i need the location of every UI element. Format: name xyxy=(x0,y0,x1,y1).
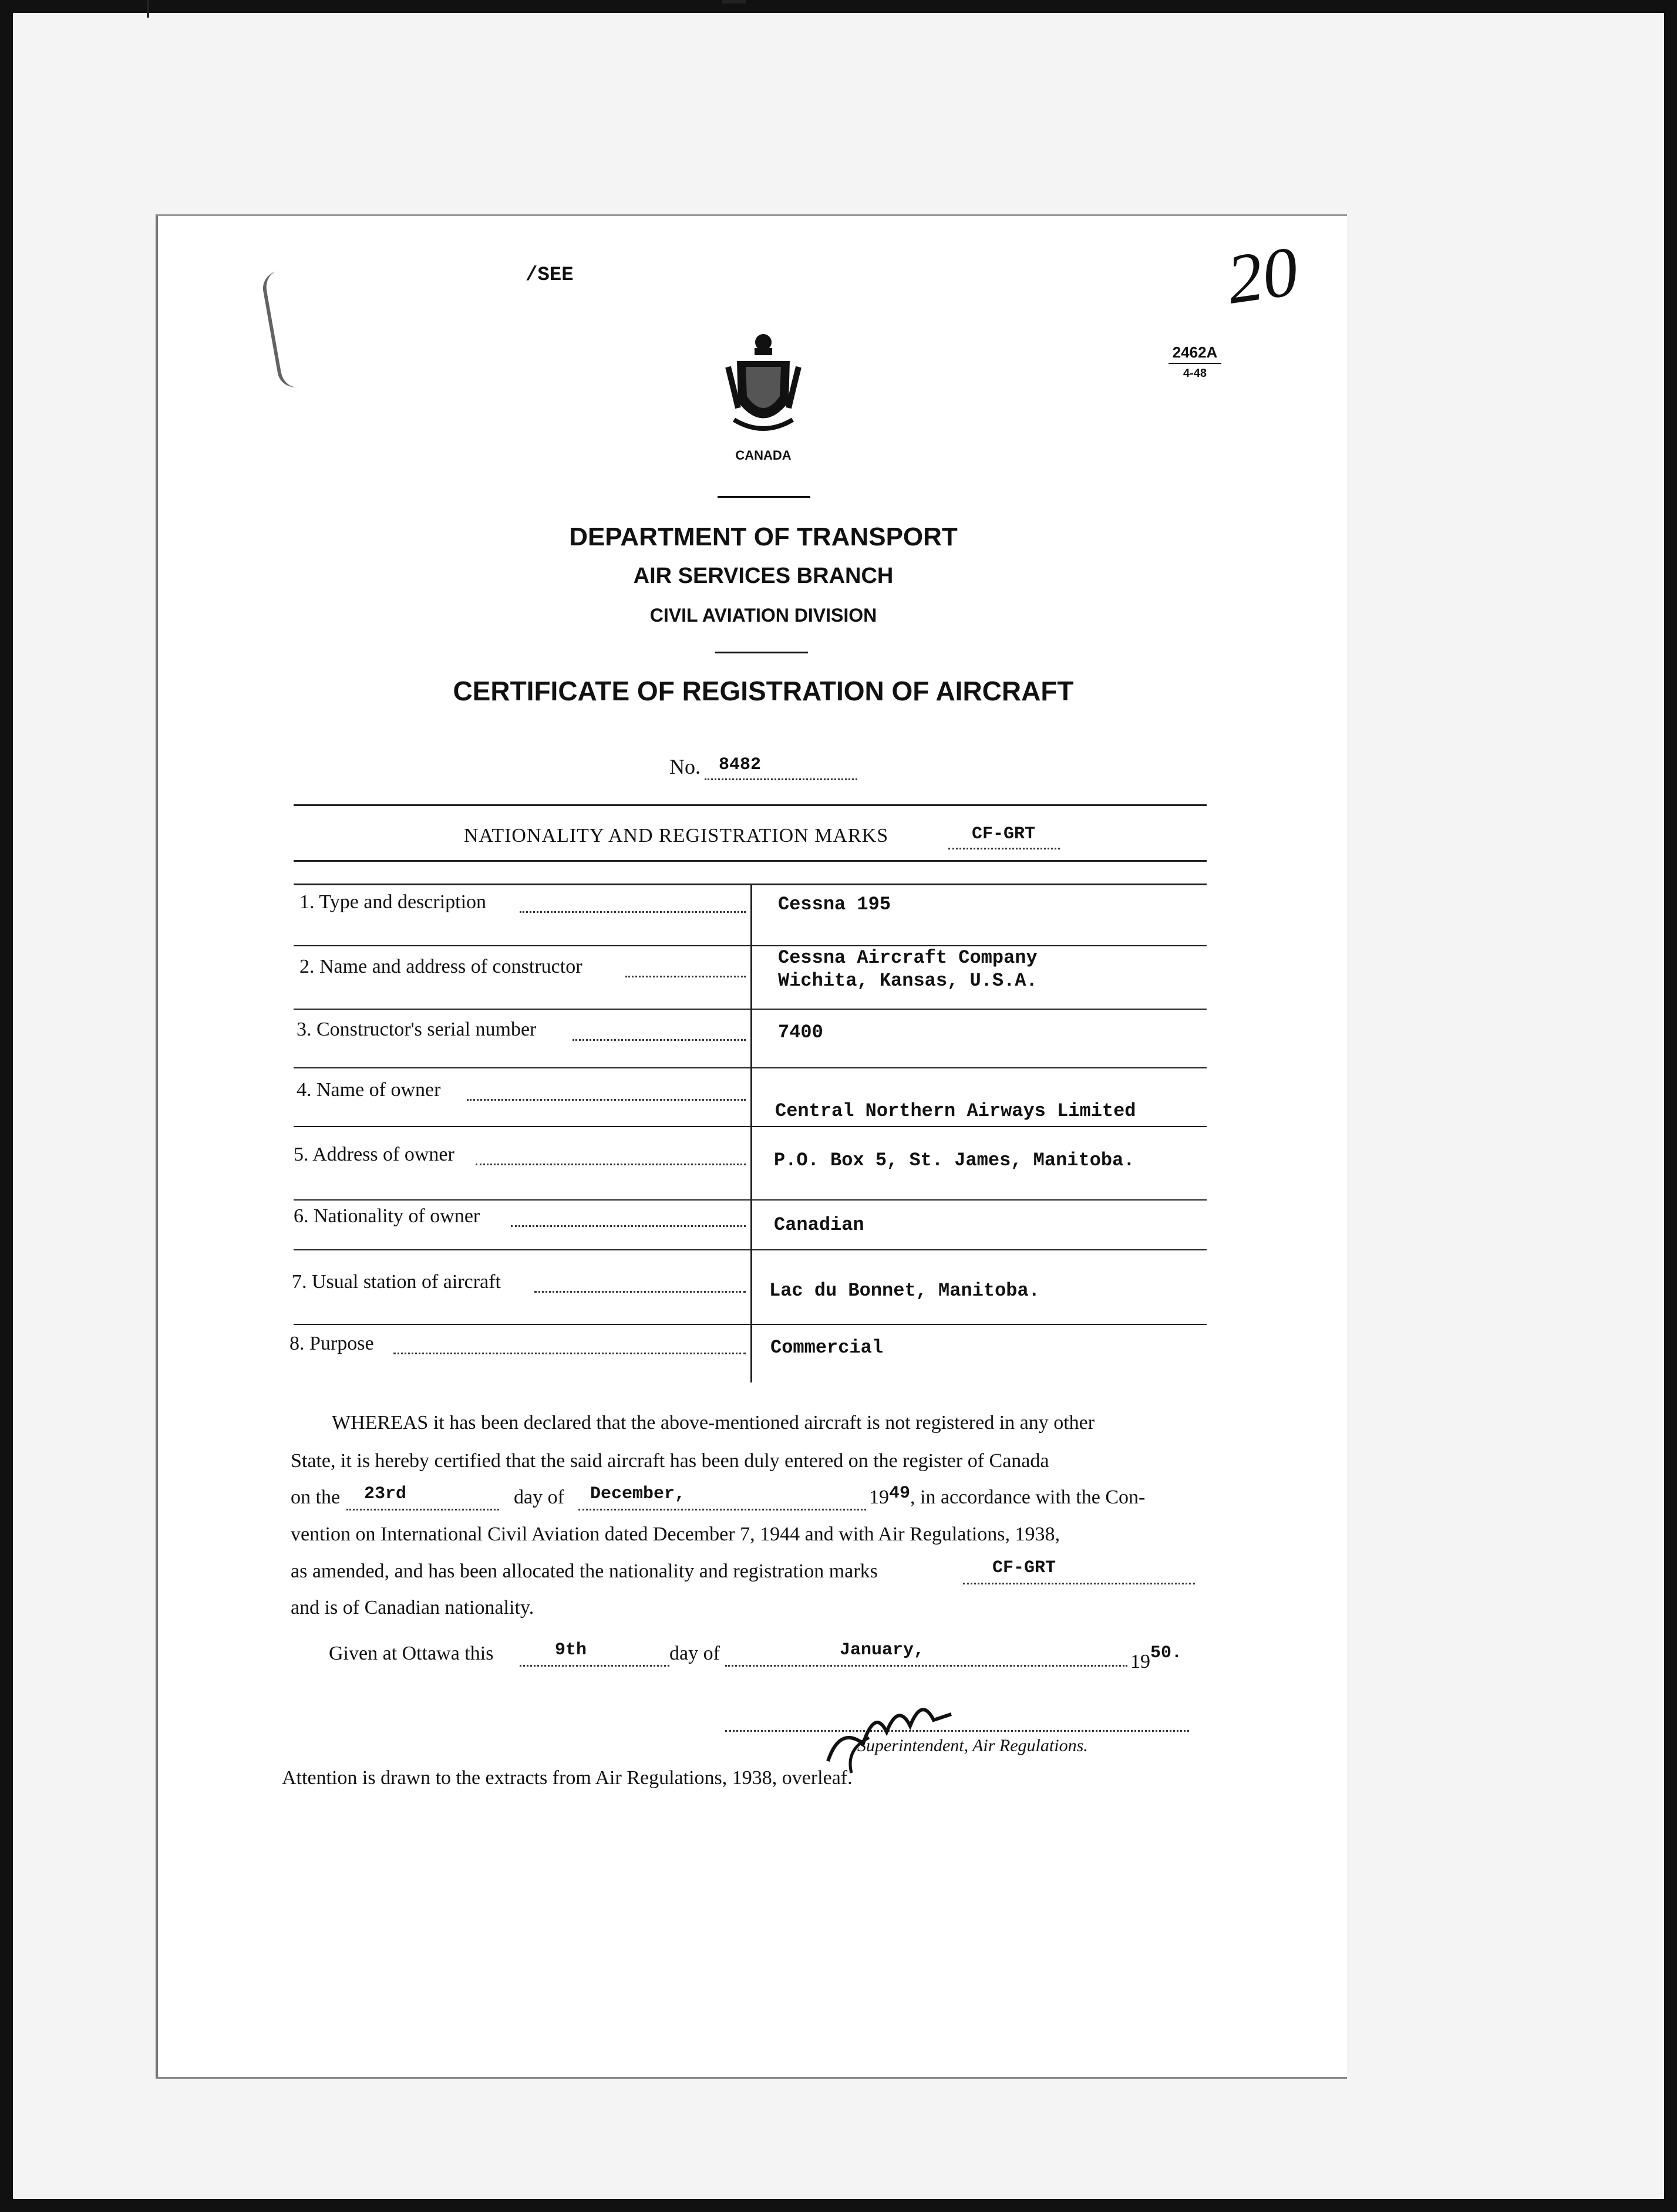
table-row-rule xyxy=(294,1126,1207,1127)
certificate-number: 8482 xyxy=(719,755,762,775)
table-row-leader xyxy=(476,1151,746,1165)
table-row-value: P.O. Box 5, St. James, Manitoba. xyxy=(774,1149,1135,1171)
marks-label: NATIONALITY AND REGISTRATION MARKS xyxy=(464,825,889,847)
whereas-line-1 xyxy=(332,1412,1095,1434)
table-column-divider xyxy=(750,884,752,1382)
day-of-label: day of xyxy=(514,1486,564,1508)
scan-mark xyxy=(147,0,149,18)
on-the-label: on the xyxy=(291,1486,341,1508)
registration-month-field xyxy=(578,1484,866,1510)
given-year-prefix: 19 xyxy=(1130,1651,1150,1673)
signature xyxy=(816,1691,969,1779)
attention-note: Attention is drawn to the extracts from Air Regulations, 1938, overleaf. xyxy=(282,1767,853,1789)
given-year-value: 50. xyxy=(1150,1643,1183,1663)
marks-field xyxy=(948,824,1060,849)
table-row-label: 3. Constructor's serial number xyxy=(297,1019,537,1040)
table-row-value: 7400 xyxy=(778,1021,823,1043)
table-row-value: Cessna 195 xyxy=(778,893,891,915)
department-name: DEPARTMENT OF TRANSPORT xyxy=(569,522,958,551)
year-prefix xyxy=(869,1483,1146,1509)
whereas-line-4: vention on International Civil Aviation dated December 7, 1944 and with Air Regulations, 1938, xyxy=(291,1523,1060,1545)
header-rule-bottom xyxy=(715,652,808,653)
crest-label: CANADA xyxy=(735,448,792,463)
table-row-rule xyxy=(294,1324,1207,1325)
table-row-leader xyxy=(467,1086,746,1101)
table-row-value: Commercial xyxy=(770,1337,884,1358)
table-row-value-line2: Wichita, Kansas, U.S.A. xyxy=(778,970,1038,992)
scan-mark xyxy=(722,0,746,4)
whereas-line-6: and is of Canadian nationality. xyxy=(291,1597,534,1618)
table-row-label: 6. Nationality of owner xyxy=(294,1205,480,1227)
form-code-rule xyxy=(1168,363,1221,364)
table-row-leader xyxy=(625,963,746,977)
given-year xyxy=(1130,1643,1183,1674)
table-row-label: 1. Type and description xyxy=(299,891,487,913)
table-row-value: Canadian xyxy=(774,1214,864,1236)
certificate-number-label: No. xyxy=(669,755,701,778)
year-prefix-text: 19 xyxy=(869,1486,889,1508)
whereas-line-5: as amended, and has been allocated the nationality and registration marks xyxy=(291,1560,878,1582)
convention-text: , in accordance with the Con- xyxy=(910,1486,1146,1508)
form-code: 2462A xyxy=(1172,343,1218,361)
signatory-title: Superintendent, Air Regulations. xyxy=(857,1736,1088,1755)
table-row-leader xyxy=(511,1212,746,1227)
table-row-rule xyxy=(294,1067,1207,1068)
certificate-title: CERTIFICATE OF REGISTRATION OF AIRCRAFT xyxy=(453,676,1074,706)
table-row-leader xyxy=(393,1340,746,1354)
table-row-label: 2. Name and address of constructor xyxy=(299,956,582,977)
given-day: 9th xyxy=(555,1640,587,1660)
given-day-field xyxy=(520,1640,669,1667)
table-row-label: 8. Purpose xyxy=(289,1333,374,1354)
table-row-rule xyxy=(294,1249,1207,1250)
registration-month: December, xyxy=(590,1484,686,1504)
table-row-rule xyxy=(294,1199,1207,1201)
table-row-value: Cessna Aircraft Company xyxy=(778,947,1038,969)
registration-day: 23rd xyxy=(364,1484,407,1504)
branch-name: AIR SERVICES BRANCH xyxy=(633,564,894,588)
table-row-rule xyxy=(294,1009,1207,1010)
whereas-line-2: State, it is hereby certified that the said aircraft has been duly entered on the register of Canada xyxy=(291,1450,1049,1472)
given-month-field xyxy=(725,1640,1127,1667)
allocated-marks: CF-GRT xyxy=(992,1558,1056,1578)
table-row-label: 5. Address of owner xyxy=(294,1144,454,1165)
page-number: 20 xyxy=(1222,231,1303,319)
table-row-value: Lac du Bonnet, Manitoba. xyxy=(769,1280,1040,1301)
table-row-rule xyxy=(294,945,1207,946)
marks-value: CF-GRT xyxy=(972,824,1036,844)
registration-day-field xyxy=(346,1484,499,1510)
certificate-number-field xyxy=(705,757,857,780)
table-row-label: 4. Name of owner xyxy=(297,1079,441,1101)
given-day-of-label: day of xyxy=(669,1643,720,1664)
registration-year: 49 xyxy=(889,1483,911,1503)
table-top-rule xyxy=(294,860,1207,862)
table-row-label: 7. Usual station of aircraft xyxy=(292,1271,501,1293)
table-row-value: Central Northern Airways Limited xyxy=(775,1100,1136,1122)
top-reference: /SEE xyxy=(526,264,574,286)
given-prefix: Given at Ottawa this xyxy=(329,1643,494,1664)
section-rule xyxy=(294,804,1207,806)
whereas-word: WHEREAS xyxy=(332,1412,429,1434)
table-row-leader xyxy=(520,898,746,913)
allocated-marks-field xyxy=(963,1558,1195,1584)
form-revision: 4-48 xyxy=(1183,367,1207,380)
division-name: CIVIL AVIATION DIVISION xyxy=(649,605,877,626)
table-row-leader xyxy=(534,1278,746,1293)
coat-of-arms xyxy=(725,332,802,443)
header-rule-top xyxy=(718,496,810,498)
table-row-leader xyxy=(573,1026,746,1041)
given-month: January, xyxy=(840,1640,925,1660)
whereas-text: it has been declared that the above-mentioned aircraft is not registered in any other xyxy=(433,1412,1095,1434)
